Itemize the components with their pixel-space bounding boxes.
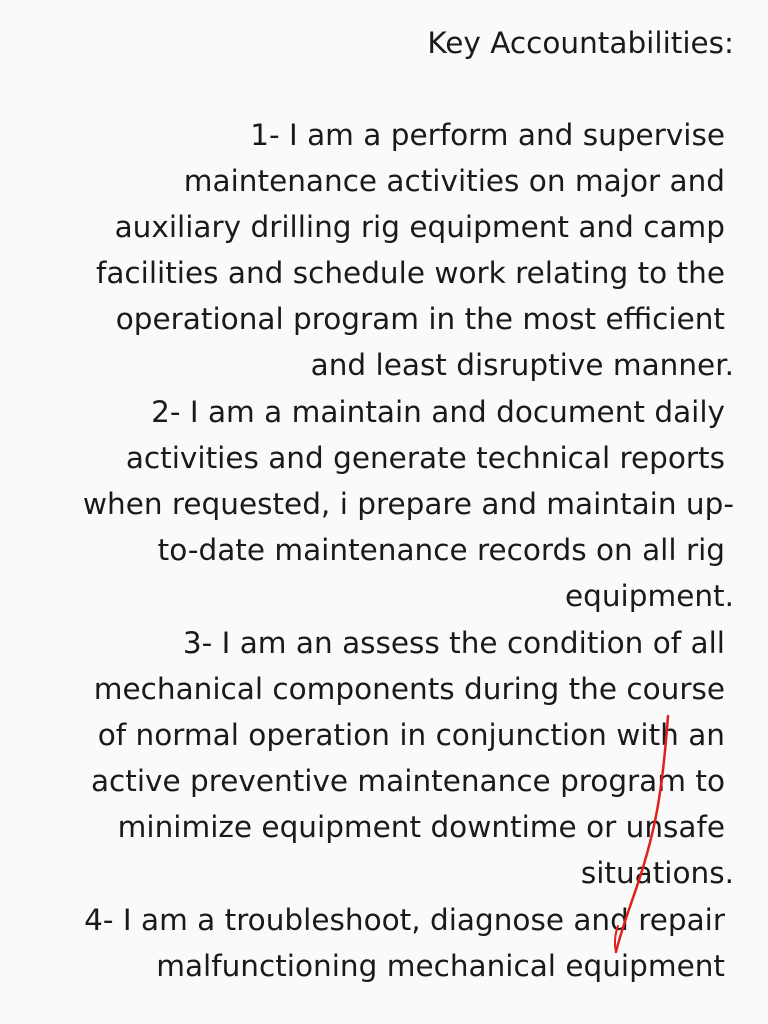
text-line-19: malfunctioning mechanical equipment	[156, 949, 725, 983]
text-line-17: situations.	[580, 856, 734, 890]
text-line-10: to-date maintenance records on all rig	[157, 533, 725, 567]
text-line-11: equipment.	[564, 579, 734, 613]
section-heading: Key Accountabilities:	[427, 26, 734, 60]
text-line-3: auxiliary drilling rig equipment and camp	[114, 210, 725, 244]
text-line-5: operational program in the most efficient	[115, 302, 725, 336]
text-line-9: when requested, i prepare and maintain up-	[82, 487, 734, 521]
text-line-14: of normal operation in conjunction with an	[97, 718, 725, 752]
text-line-13: mechanical components during the course	[93, 672, 725, 706]
text-line-6: and least disruptive manner.	[310, 348, 734, 382]
text-line-18: 4- I am a troubleshoot, diagnose and repair	[84, 903, 725, 937]
text-line-7: 2- I am a maintain and document daily	[151, 395, 725, 429]
text-line-1: 1- I am a perform and supervise	[250, 118, 725, 152]
text-line-16: minimize equipment downtime or unsafe	[117, 810, 725, 844]
text-line-2: maintenance activities on major and	[183, 164, 725, 198]
text-line-4: facilities and schedule work relating to the	[95, 256, 725, 290]
text-line-8: activities and generate technical reports	[125, 441, 725, 475]
text-line-15: active preventive maintenance program to	[90, 764, 725, 798]
text-line-12: 3- I am an assess the condition of all	[182, 626, 725, 660]
